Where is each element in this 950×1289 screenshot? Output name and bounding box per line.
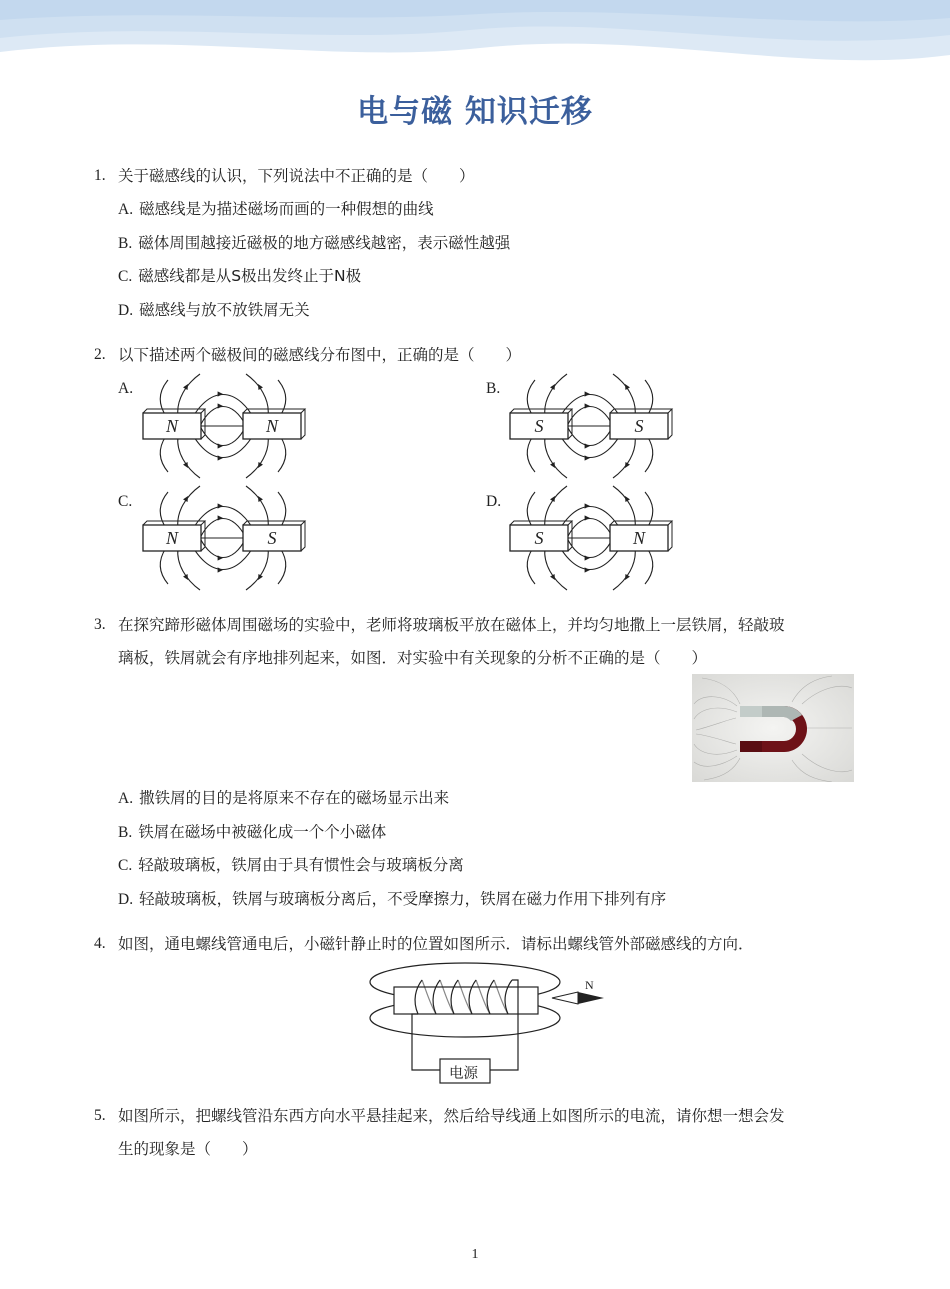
question-stem: 如图，通电螺线管通电后，小磁针静止时的位置如图所示．请标出螺线管外部磁感线的方向． — [118, 935, 754, 953]
question-number: 2. — [94, 346, 106, 363]
question-number: 3. — [94, 616, 106, 633]
magnet-diagram-d — [505, 482, 675, 594]
question-stem: 关于磁感线的认识，下列说法中不正确的是（ ） — [118, 167, 475, 185]
option-a: A. 撒铁屑的目的是将原来不存在的磁场显示出来 — [118, 789, 450, 807]
horseshoe-magnet-photo — [692, 674, 854, 782]
magnet-diagram-b — [505, 370, 675, 482]
question-number: 1. — [94, 167, 106, 184]
left-pole-label: N — [165, 528, 179, 548]
question-number: 4. — [94, 935, 106, 952]
right-pole-label: S — [634, 416, 644, 436]
page-number: 1 — [471, 1247, 479, 1262]
option-c: C. 轻敲玻璃板，铁屑由于具有惯性会与玻璃板分离 — [118, 856, 464, 874]
magnet-diagram-a — [138, 370, 308, 482]
right-pole-label: N — [632, 528, 646, 548]
right-pole-label: S — [267, 528, 277, 548]
figure-option-b-label: B. — [486, 380, 501, 397]
option-b: B. 磁体周围越接近磁极的地方磁感线越密，表示磁性越强 — [118, 234, 511, 252]
header-wave-decoration — [0, 0, 950, 80]
figure-option-c-label: C. — [118, 493, 133, 510]
option-d: D. 磁感线与放不放铁屑无关 — [118, 301, 310, 319]
option-d: D. 轻敲玻璃板，铁屑与玻璃板分离后，不受摩擦力，铁屑在磁力作用下排列有序 — [118, 890, 667, 908]
magnet-diagram-c — [138, 482, 308, 594]
question-stem-line-2: 生的现象是（ ） — [118, 1140, 258, 1158]
right-pole-label: N — [265, 416, 279, 436]
option-b: B. 铁屑在磁场中被磁化成一个个小磁体 — [118, 823, 387, 841]
option-a: A. 磁感线是为描述磁场而画的一种假想的曲线 — [118, 200, 434, 218]
power-source-label: 电源 — [449, 1066, 478, 1082]
option-c: C. 磁感线都是从S极出发终止于N极 — [118, 267, 362, 285]
question-stem: 以下描述两个磁极间的磁感线分布图中，正确的是（ ） — [118, 346, 522, 364]
needle-north-label: N — [585, 978, 594, 992]
question-number: 5. — [94, 1107, 106, 1124]
question-stem-line-1: 在探究蹄形磁体周围磁场的实验中，老师将玻璃板平放在磁体上，并均匀地撒上一层铁屑，轻敲玻 — [118, 616, 785, 634]
figure-option-d-label: D. — [486, 493, 502, 510]
figure-option-a-label: A. — [118, 380, 134, 397]
solenoid-diagram — [362, 958, 612, 1088]
left-pole-label: N — [165, 416, 179, 436]
left-pole-label: S — [534, 416, 544, 436]
question-stem-line-2: 璃板，铁屑就会有序地排列起来，如图．对实验中有关现象的分析不正确的是（ ） — [118, 649, 708, 667]
page-title: 电与磁 知识迁移 — [357, 94, 593, 130]
question-stem-line-1: 如图所示，把螺线管沿东西方向水平悬挂起来，然后给导线通上如图所示的电流，请你想一想会发 — [118, 1107, 785, 1125]
left-pole-label: S — [534, 528, 544, 548]
